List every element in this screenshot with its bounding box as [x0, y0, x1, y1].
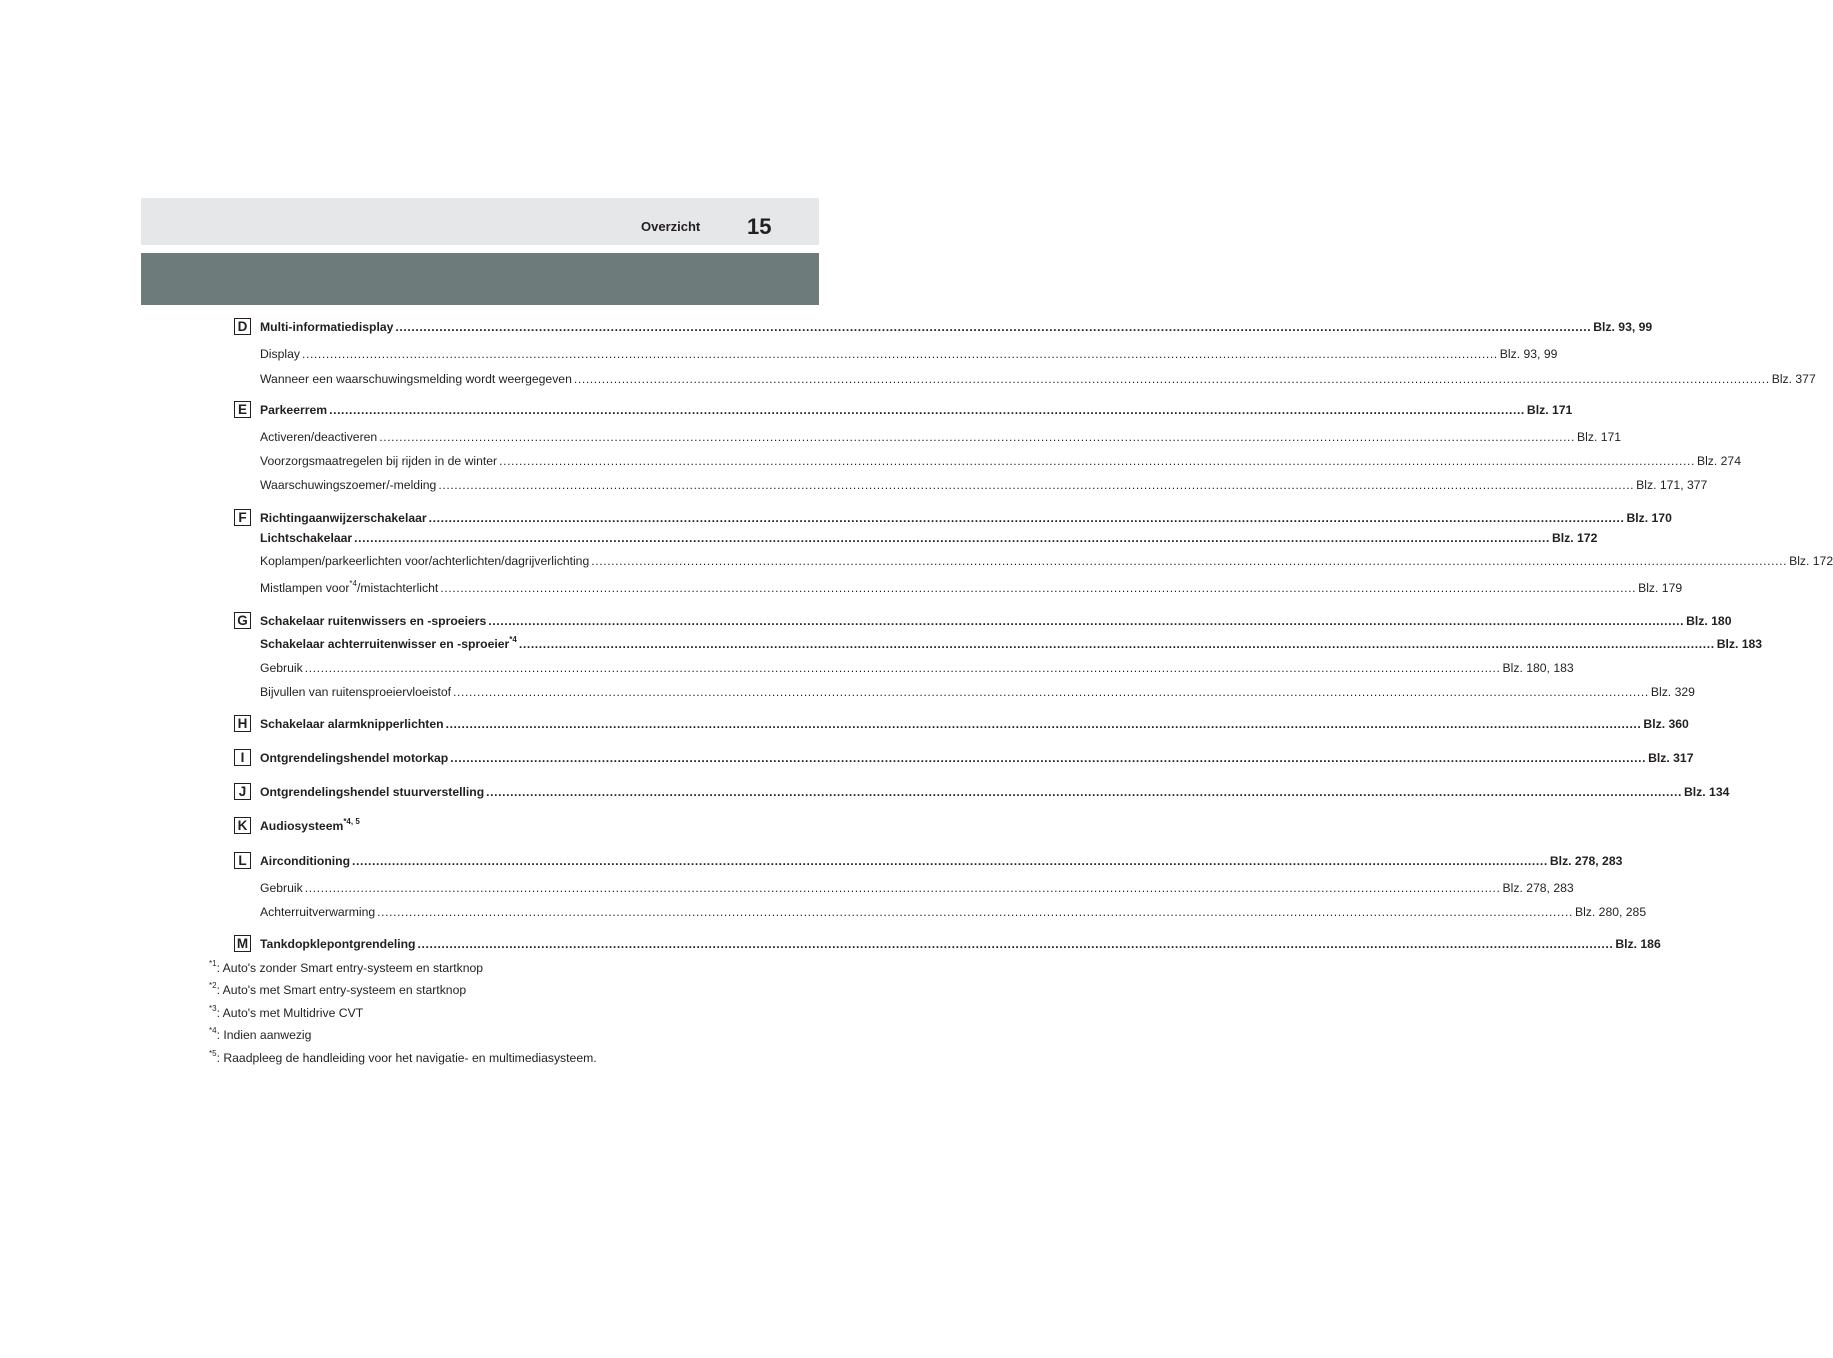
index-entry — [260, 317, 1653, 335]
section-letter-e: E — [234, 401, 251, 418]
entry-text: Parkeerrem — [260, 403, 328, 417]
entry-text: Ontgrendelingshendel stuurverstelling — [260, 785, 485, 799]
leader-dots: ............................................................................................................................................................................................................................................................................................................ — [488, 614, 1685, 628]
footnote — [209, 1003, 364, 1020]
leader-dots: ............................................................................................................................................................................................................................................................................................................ — [329, 403, 1525, 417]
entry-text: Koplampen/parkeerlichten voor/achterlichten/dagrijverlichting — [260, 554, 590, 568]
leader-dots: ............................................................................................................................................................................................................................................................................................................ — [301, 347, 1498, 361]
footnote-text: : Auto's met Multidrive CVT — [216, 1006, 364, 1020]
footnote — [209, 1048, 597, 1065]
footnote-ref: *4 — [349, 578, 357, 588]
entry-title — [260, 346, 300, 362]
index-entry — [260, 634, 1763, 652]
page-reference: Blz. 278, 283 — [1502, 881, 1574, 895]
page-reference: Blz. 329 — [1650, 685, 1695, 699]
index-entry — [260, 714, 1689, 732]
entry-text: Achterruitverwarming — [260, 905, 376, 919]
entry-text: Display — [260, 347, 300, 361]
entry-title — [260, 660, 303, 676]
entry-text: Schakelaar ruitenwissers en -sproeiers — [260, 614, 487, 628]
page-reference: Blz. 180, 183 — [1502, 661, 1574, 675]
leader-dots: ............................................................................................................................................................................................................................................................................................................ — [440, 581, 1637, 595]
section-letter-j: J — [234, 783, 251, 800]
entry-title — [260, 429, 377, 445]
index-entry — [260, 508, 1672, 526]
index-entry — [260, 578, 1683, 596]
footnote-text: : Auto's met Smart entry-systeem en startknop — [216, 983, 467, 997]
entry-title — [260, 402, 327, 418]
entry-text: Mistlampen voor — [260, 581, 350, 595]
entry-text: Richtingaanwijzerschakelaar — [260, 511, 427, 525]
page-reference: Blz. 183 — [1716, 637, 1763, 651]
entry-text: Schakelaar alarmknipperlichten — [260, 717, 444, 731]
entry-title — [260, 580, 438, 596]
entry-title — [260, 319, 393, 335]
page-reference: Blz. 179 — [1638, 581, 1683, 595]
leader-dots: ............................................................................................................................................................................................................................................................................................................ — [352, 854, 1548, 868]
entry-text: Multi-informatiedisplay — [260, 320, 394, 334]
entry-title — [260, 784, 484, 800]
leader-dots: ............................................................................................................................................................................................................................................................................................................ — [428, 511, 1625, 525]
page-reference: Blz. 274 — [1696, 454, 1741, 468]
footnote-ref: *4 — [509, 634, 517, 644]
section-letter-l: L — [234, 852, 251, 869]
page-reference: Blz. 280, 285 — [1574, 905, 1647, 919]
leader-dots: ............................................................................................................................................................................................................................................................................................................ — [438, 478, 1635, 492]
leader-dots: ............................................................................................................................................................................................................................................................................................................ — [573, 372, 1770, 386]
page-reference: Blz. 171, 377 — [1636, 478, 1708, 492]
footnote-mark: *3 — [209, 1003, 217, 1013]
page-reference: Blz. 93, 99 — [1499, 347, 1558, 361]
section-letter-d: D — [234, 318, 251, 335]
entry-title — [260, 530, 352, 546]
leader-dots: ............................................................................................................................................................................................................................................................................................................ — [499, 454, 1695, 468]
entry-text: Lichtschakelaar — [260, 531, 353, 545]
entry-title — [260, 371, 572, 387]
page-reference: Blz. 186 — [1615, 937, 1661, 951]
section-letter-h: H — [234, 715, 251, 732]
footnote-mark: *4 — [209, 1025, 217, 1035]
entry-text: Voorzorgsmaatregelen bij rijden in de winter — [260, 454, 498, 468]
leader-dots: ............................................................................................................................................................................................................................................................................................................ — [445, 717, 1642, 731]
entry-title — [260, 853, 350, 869]
page-reference: Blz. 134 — [1683, 785, 1730, 799]
page-reference: Blz. 377 — [1771, 372, 1816, 386]
page-reference: Blz. 171 — [1526, 403, 1573, 417]
page-number: 15 — [747, 214, 772, 239]
entry-text: Gebruik — [260, 881, 303, 895]
entry-text: Schakelaar achterruitenwisser en -sproeier — [260, 637, 510, 651]
index-entry — [260, 851, 1623, 869]
page-reference: Blz. 172 — [1789, 554, 1833, 568]
index-entry — [260, 934, 1661, 952]
section-letter-k: K — [234, 817, 251, 834]
leader-dots: ............................................................................................................................................................................................................................................................................................................ — [304, 881, 1501, 895]
page-section-title: Overzicht — [641, 219, 701, 234]
footnote-text: : Raadpleeg de handleiding voor het navigatie- en multimediasysteem. — [216, 1051, 597, 1065]
index-entry — [260, 528, 1598, 546]
section-letter-f: F — [234, 509, 251, 526]
leader-dots: ............................................................................................................................................................................................................................................................................................................ — [417, 937, 1614, 951]
leader-dots: ............................................................................................................................................................................................................................................................................................................ — [591, 554, 1788, 568]
leader-dots: ............................................................................................................................................................................................................................................................................................................ — [354, 531, 1550, 545]
leader-dots: ............................................................................................................................................................................................................................................................................................................ — [395, 320, 1592, 334]
section-letter-m: M — [234, 935, 251, 952]
entry-title — [260, 613, 486, 629]
section-letter-i: I — [234, 749, 251, 766]
entry-text: Audiosysteem — [260, 819, 344, 833]
entry-text: Tankdopklepontgrendeling — [260, 937, 416, 951]
index-entry — [260, 878, 1574, 896]
entry-title — [260, 880, 303, 896]
page-reference: Blz. 317 — [1648, 751, 1694, 765]
entry-text-after: /mistachterlicht — [356, 581, 439, 595]
index-entry — [260, 782, 1730, 800]
index-entry — [260, 475, 1708, 493]
index-entry — [260, 902, 1647, 920]
leader-dots: ............................................................................................................................................................................................................................................................................................................ — [486, 785, 1682, 799]
index-entry — [260, 451, 1741, 469]
entry-text: Wanneer een waarschuwingsmelding wordt weergegeven — [260, 372, 572, 386]
index-entry — [260, 551, 1833, 569]
page-reference: Blz. 180 — [1686, 614, 1732, 628]
footnote-mark: *2 — [209, 980, 217, 990]
entry-text: Waarschuwingszoemer/-melding — [260, 478, 437, 492]
entry-text: Bijvullen van ruitensproeiervloeistof — [260, 685, 452, 699]
index-entry — [260, 816, 722, 834]
entry-title — [260, 477, 436, 493]
page-reference: Blz. 170 — [1626, 511, 1672, 525]
footnote — [209, 1025, 312, 1042]
leader-dots: ............................................................................................................................................................................................................................................................................................................ — [450, 751, 1647, 765]
leader-dots: ............................................................................................................................................................................................................................................................................................................ — [304, 661, 1501, 675]
index-entry — [260, 369, 1816, 387]
entry-title — [260, 453, 497, 469]
footnote — [209, 980, 467, 997]
entry-title — [260, 936, 416, 952]
index-entry — [260, 427, 1622, 445]
index-entry — [260, 344, 1558, 362]
index-entry — [260, 611, 1732, 629]
leader-dots: ............................................................................................................................................................................................................................................................................................................ — [518, 637, 1715, 651]
footnote-mark: *1 — [209, 958, 217, 968]
entry-text: Gebruik — [260, 661, 303, 675]
page-reference: Blz. 278, 283 — [1549, 854, 1623, 868]
index-entry — [260, 400, 1573, 418]
page-reference: Blz. 171 — [1577, 430, 1622, 444]
page-reference: Blz. 93, 99 — [1593, 320, 1653, 334]
index-entry — [260, 748, 1694, 766]
entry-title — [260, 510, 427, 526]
leader-dots: ............................................................................................................................................................................................................................................................................................................ — [379, 430, 1576, 444]
entry-title — [260, 750, 448, 766]
footnote-text: : Auto's zonder Smart entry-systeem en startknop — [216, 961, 484, 975]
footnote-text: : Indien aanwezig — [216, 1028, 312, 1042]
page-reference: Blz. 360 — [1643, 717, 1689, 731]
footnote — [209, 958, 484, 975]
leader-dots: ............................................................................................................................................................................................................................................................................................................ — [453, 685, 1649, 699]
footnote-mark: *5 — [209, 1048, 217, 1058]
section-letter-g: G — [234, 612, 251, 629]
footnote-ref: *4, 5 — [343, 816, 360, 826]
entry-title — [260, 553, 589, 569]
index-entry — [260, 658, 1574, 676]
entry-text: Airconditioning — [260, 854, 351, 868]
entry-title — [260, 684, 451, 700]
entry-title — [260, 636, 517, 652]
index-entry — [260, 682, 1695, 700]
entry-title — [260, 818, 360, 834]
entry-title — [260, 716, 444, 732]
page-reference: Blz. 172 — [1551, 531, 1598, 545]
entry-text: Ontgrendelingshendel motorkap — [260, 751, 449, 765]
entry-title — [260, 904, 375, 920]
entry-text: Activeren/deactiveren — [260, 430, 378, 444]
leader-dots: ............................................................................................................................................................................................................................................................................................................ — [377, 905, 1573, 919]
